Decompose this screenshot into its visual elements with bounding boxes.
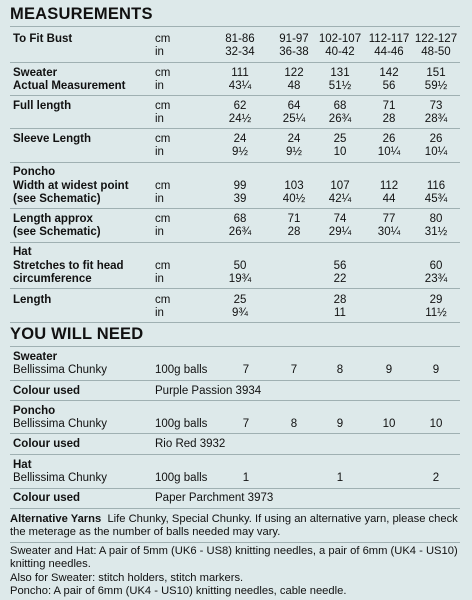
value-in: 26¾ — [328, 113, 352, 125]
value-cm: 74 — [333, 213, 347, 225]
value-in: 28 — [382, 113, 396, 125]
size-cm: 81-86 — [225, 33, 255, 45]
unit-cm: cm — [155, 180, 171, 192]
ball-qty: 2 — [432, 472, 440, 484]
value-in: 29¼ — [328, 226, 352, 238]
poncho-width-label: Width at widest point — [13, 180, 129, 192]
colour-value: Rio Red 3932 — [155, 438, 226, 450]
ball-size: 100g balls — [155, 418, 208, 430]
value-in: 45¾ — [424, 193, 448, 205]
value-cm: 68 — [233, 213, 247, 225]
divider — [10, 488, 460, 489]
divider — [10, 346, 460, 347]
unit-in: in — [155, 307, 164, 319]
hat-stretch-label: Stretches to fit head — [13, 260, 124, 272]
sweater-yarn-title: Sweater — [13, 351, 58, 363]
unit-cm: cm — [155, 213, 171, 225]
unit-cm: cm — [155, 100, 171, 112]
value-cm: 26 — [382, 133, 396, 145]
divider — [10, 128, 460, 129]
unit-cm: cm — [155, 33, 171, 45]
divider — [10, 508, 460, 509]
value-cm: 107 — [330, 180, 350, 192]
size-in: 36-38 — [279, 46, 309, 58]
ball-qty: 7 — [242, 364, 250, 376]
value-cm: 24 — [287, 133, 301, 145]
colour-used-label: Colour used — [13, 385, 81, 397]
unit-in: in — [155, 146, 164, 158]
value-cm: 73 — [429, 100, 443, 112]
you-will-need-heading: YOU WILL NEED — [10, 325, 144, 343]
value-in: 42¼ — [328, 193, 352, 205]
schematic-note: (see Schematic) — [13, 226, 101, 238]
size-in: 40-42 — [325, 46, 355, 58]
value-cm: 25 — [233, 294, 247, 306]
value-in: 10¼ — [377, 146, 401, 158]
size-cm: 112-117 — [368, 33, 410, 45]
hat-length-label: Length — [13, 294, 52, 306]
ball-qty: 10 — [382, 418, 396, 430]
needles-sweater-hat: Sweater and Hat: A pair of 5mm (UK6 - US8) knitting needles, a pair of 6mm (UK4 - US10) knitting needles. — [10, 545, 458, 571]
sweater-label: Sweater — [13, 67, 58, 79]
colour-used-label: Colour used — [13, 438, 81, 450]
yarn-name: Bellissima Chunky — [13, 364, 107, 376]
value-cm: 99 — [233, 180, 247, 192]
sweater-sublabel: Actual Measurement — [13, 80, 126, 92]
ball-qty: 8 — [290, 418, 298, 430]
value-cm: 56 — [333, 260, 347, 272]
value-in: 44 — [382, 193, 396, 205]
unit-cm: cm — [155, 67, 171, 79]
divider — [10, 162, 460, 163]
value-in: 39 — [233, 193, 247, 205]
value-cm: 103 — [284, 180, 304, 192]
size-in: 44-46 — [374, 46, 404, 58]
size-cm: 122-127 — [414, 33, 458, 45]
value-in: 9¾ — [232, 307, 248, 319]
circumference-label: circumference — [13, 273, 92, 285]
value-in: 28¾ — [424, 113, 448, 125]
value-cm: 50 — [233, 260, 247, 272]
size-in: 48-50 — [421, 46, 451, 58]
needles-sweater-extra: Also for Sweater: stitch holders, stitch markers. — [10, 572, 244, 584]
divider — [10, 433, 460, 434]
value-in: 10 — [333, 146, 347, 158]
unit-cm: cm — [155, 294, 171, 306]
divider — [10, 400, 460, 401]
value-cm: 131 — [330, 67, 350, 79]
value-cm: 122 — [284, 67, 304, 79]
value-in: 30¼ — [377, 226, 401, 238]
ball-qty: 1 — [242, 472, 250, 484]
value-in: 48 — [287, 80, 301, 92]
divider — [10, 95, 460, 96]
value-in: 31½ — [424, 226, 448, 238]
full-length-label: Full length — [13, 100, 72, 112]
unit-in: in — [155, 80, 164, 92]
value-cm: 68 — [333, 100, 347, 112]
hat-yarn-title: Hat — [13, 459, 32, 471]
value-cm: 80 — [429, 213, 443, 225]
colour-value: Paper Parchment 3973 — [155, 492, 274, 504]
value-in: 26¾ — [228, 226, 252, 238]
ball-size: 100g balls — [155, 364, 208, 376]
divider — [10, 208, 460, 209]
value-cm: 151 — [426, 67, 446, 79]
unit-cm: cm — [155, 133, 171, 145]
value-cm: 142 — [379, 67, 399, 79]
poncho-length-label: Length approx — [13, 213, 93, 225]
ball-qty: 1 — [336, 472, 344, 484]
sleeve-length-label: Sleeve Length — [13, 133, 91, 145]
ball-qty: 10 — [429, 418, 443, 430]
yarn-name: Bellissima Chunky — [13, 472, 107, 484]
ball-qty: 9 — [432, 364, 440, 376]
poncho-yarn-title: Poncho — [13, 405, 56, 417]
poncho-label: Poncho — [13, 166, 56, 178]
value-cm: 71 — [287, 213, 301, 225]
value-in: 24½ — [228, 113, 252, 125]
value-cm: 25 — [333, 133, 347, 145]
value-cm: 77 — [382, 213, 396, 225]
divider — [10, 542, 460, 543]
alternative-yarns-text: Life Chunky, Special Chunky. If using an alternative yarn, please check the meterage as the number of balls needed may vary. — [10, 513, 458, 539]
divider — [10, 380, 460, 381]
value-cm: 29 — [429, 294, 443, 306]
value-cm: 24 — [233, 133, 247, 145]
sizes-label: To Fit Bust — [13, 33, 73, 45]
colour-value: Purple Passion 3934 — [155, 385, 262, 397]
divider — [10, 288, 460, 289]
value-in: 11 — [334, 307, 346, 319]
divider — [10, 26, 460, 27]
unit-in: in — [155, 273, 164, 285]
value-in: 22 — [333, 273, 347, 285]
value-cm: 64 — [287, 100, 301, 112]
value-in: 10¼ — [424, 146, 448, 158]
value-cm: 71 — [382, 100, 396, 112]
alternative-yarns-label: Alternative Yarns — [10, 513, 102, 525]
value-in: 11½ — [425, 307, 447, 319]
value-cm: 62 — [233, 100, 247, 112]
divider — [10, 242, 460, 243]
needles-poncho: Poncho: A pair of 6mm (UK4 - US10) knitting needles, cable needle. — [10, 585, 347, 597]
value-in: 43¼ — [228, 80, 252, 92]
value-in: 51½ — [328, 80, 352, 92]
colour-used-label: Colour used — [13, 492, 81, 504]
ball-qty: 8 — [336, 364, 344, 376]
yarn-name: Bellissima Chunky — [13, 418, 107, 430]
size-in: 32-34 — [225, 46, 255, 58]
value-in: 56 — [382, 80, 396, 92]
divider — [10, 454, 460, 455]
value-in: 19¾ — [228, 273, 252, 285]
unit-in: in — [155, 46, 164, 58]
ball-qty: 9 — [385, 364, 393, 376]
value-in: 25¼ — [282, 113, 306, 125]
value-in: 9½ — [286, 146, 302, 158]
value-cm: 28 — [333, 294, 347, 306]
size-cm: 102-107 — [318, 33, 362, 45]
value-in: 59½ — [424, 80, 448, 92]
unit-in: in — [155, 226, 164, 238]
divider — [10, 62, 460, 63]
value-in: 28 — [287, 226, 301, 238]
value-cm: 111 — [231, 67, 249, 79]
unit-in: in — [155, 193, 164, 205]
value-cm: 112 — [379, 180, 399, 192]
divider — [10, 322, 460, 323]
value-cm: 26 — [429, 133, 443, 145]
ball-size: 100g balls — [155, 472, 208, 484]
value-cm: 60 — [429, 260, 443, 272]
schematic-note: (see Schematic) — [13, 193, 101, 205]
value-in: 40½ — [282, 193, 306, 205]
unit-in: in — [155, 113, 164, 125]
ball-qty: 9 — [336, 418, 344, 430]
measurements-heading: MEASUREMENTS — [10, 5, 153, 23]
ball-qty: 7 — [290, 364, 298, 376]
ball-qty: 7 — [242, 418, 250, 430]
size-cm: 91-97 — [279, 33, 309, 45]
hat-label: Hat — [13, 246, 32, 258]
value-cm: 116 — [426, 180, 446, 192]
alternative-yarns-note — [10, 513, 462, 539]
value-in: 23¾ — [424, 273, 448, 285]
unit-cm: cm — [155, 260, 171, 272]
value-in: 9½ — [232, 146, 248, 158]
